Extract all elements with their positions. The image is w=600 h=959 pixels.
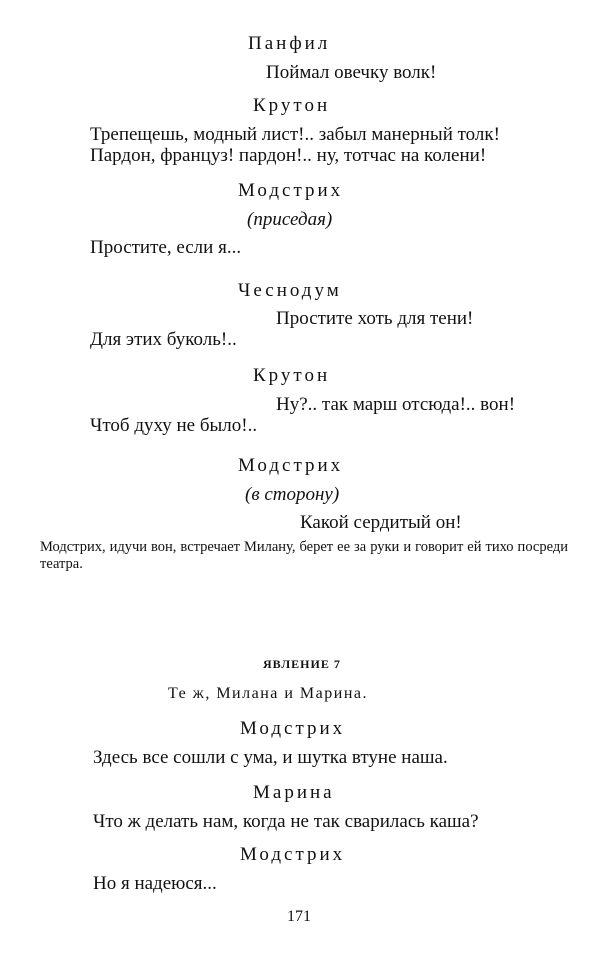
verse-line: Поймал овечку волк! bbox=[266, 62, 437, 83]
speaker-marina: Марина bbox=[253, 782, 335, 803]
verse-line: Простите хоть для тени! bbox=[276, 308, 474, 329]
speaker-modstrikh: Модстрих bbox=[238, 180, 344, 201]
speaker-kruton: Крутон bbox=[253, 95, 331, 116]
scene-heading: ЯВЛЕНИЕ 7 bbox=[263, 657, 341, 671]
verse-line: Здесь все сошли с ума, и шутка втуне наша. bbox=[93, 747, 448, 768]
verse-line: Что ж делать нам, когда не так сварилась каша? bbox=[93, 811, 479, 832]
stage-direction: Модстрих, идучи вон, встречает Милану, берет ее за руки и говорит ей тихо посреди театра. bbox=[40, 539, 568, 572]
verse-line: Какой сердитый он! bbox=[300, 512, 462, 533]
verse-line: Трепещешь, модный лист!.. забыл манерный толк! bbox=[90, 124, 500, 145]
verse-line: Чтоб духу не было!.. bbox=[90, 415, 258, 436]
page-number: 171 bbox=[287, 908, 311, 925]
speaker-modstrikh: Модстрих bbox=[240, 718, 346, 739]
verse-line: Для этих буколь!.. bbox=[90, 329, 237, 350]
verse-line: Но я надеюся... bbox=[93, 873, 217, 894]
stage-direction-inline: (приседая) bbox=[247, 209, 333, 230]
stage-direction-inline: (в сторону) bbox=[245, 484, 340, 505]
speaker-kruton: Крутон bbox=[253, 365, 331, 386]
verse-line: Простите, если я... bbox=[90, 237, 242, 258]
speaker-modstrikh: Модстрих bbox=[238, 455, 344, 476]
verse-line: Пардон, француз! пардон!.. ну, тотчас на колени! bbox=[90, 145, 487, 166]
speaker-panfil: Панфил bbox=[248, 33, 331, 54]
speaker-chesnodum: Чеснодум bbox=[238, 280, 342, 301]
verse-line: Ну?.. так марш отсюда!.. вон! bbox=[276, 394, 516, 415]
speaker-modstrikh: Модстрих bbox=[240, 844, 346, 865]
scene-cast: Те ж, Милана и Марина. bbox=[168, 685, 368, 702]
